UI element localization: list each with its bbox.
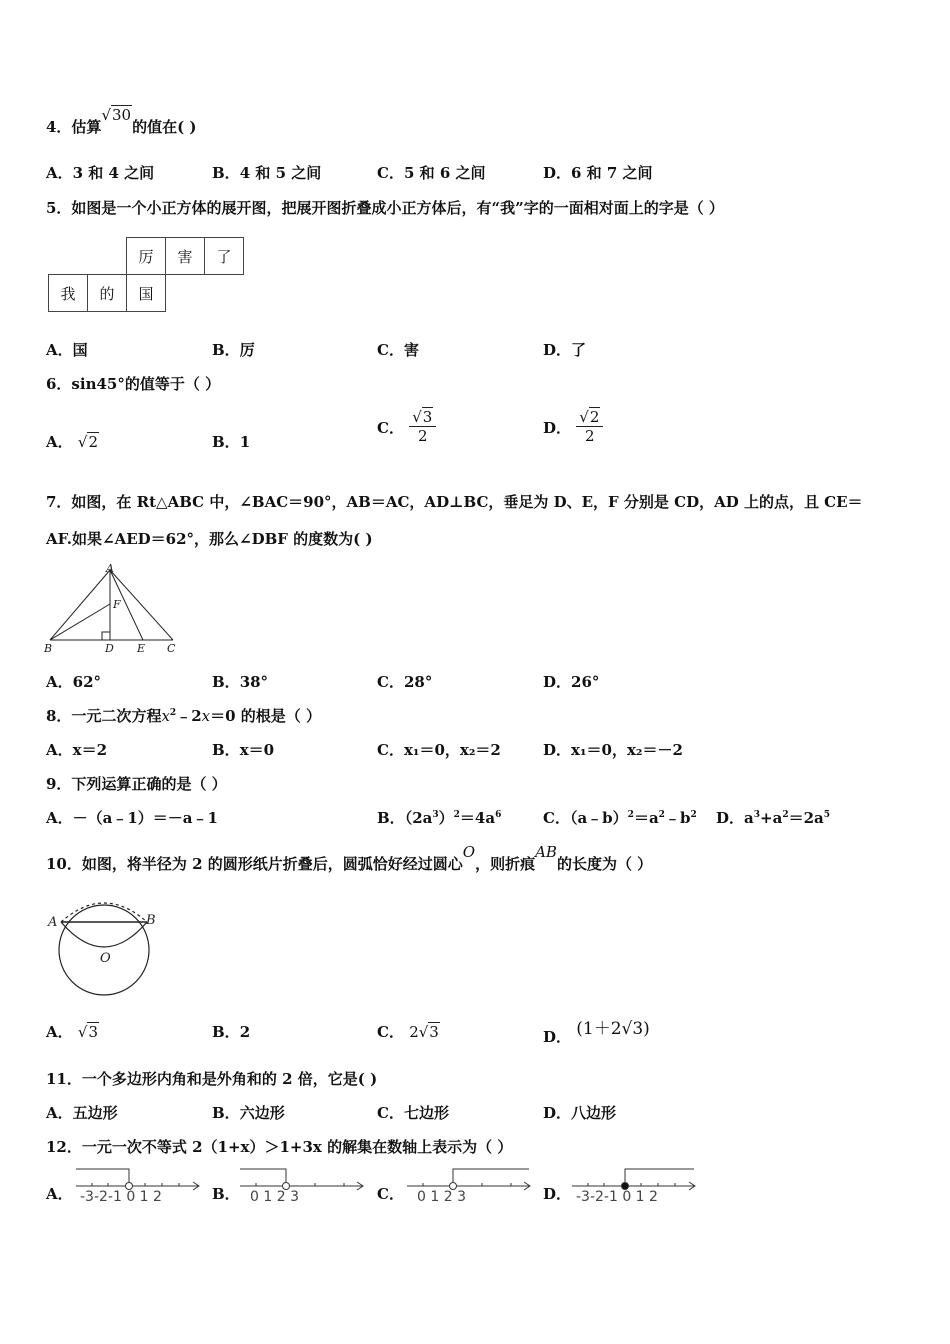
q12-option-c-label: C． xyxy=(377,1185,404,1203)
q7-option-a[interactable]: A．62° xyxy=(46,673,102,691)
q8-option-d[interactable]: D．x₁＝0，x₂＝－2 xyxy=(543,741,683,759)
net-cell: 厉 xyxy=(127,238,166,275)
q6-option-c[interactable]: C． $\frac{√3}{2}$ xyxy=(377,408,436,445)
label-e: E xyxy=(137,642,146,654)
label-a: A xyxy=(48,915,58,930)
net-cell: 害 xyxy=(166,238,205,275)
q4-option-a[interactable]: A．3 和 4 之间 xyxy=(46,164,155,182)
q5-option-c[interactable]: C．害 xyxy=(377,341,419,359)
q10-option-b[interactable]: B．2 xyxy=(212,1023,251,1041)
question-9-stem: 9．下列运算正确的是（ ） xyxy=(46,775,227,793)
q12-option-c[interactable] xyxy=(403,1166,537,1206)
label-b: B xyxy=(44,642,53,654)
label-b: B xyxy=(146,913,156,928)
q12-option-a[interactable] xyxy=(72,1166,206,1206)
segment-bf xyxy=(50,604,110,640)
q5-option-d[interactable]: D．了 xyxy=(543,341,587,359)
net-cell: 了 xyxy=(205,238,244,275)
q4-option-d[interactable]: D．6 和 7 之间 xyxy=(543,164,653,182)
circle xyxy=(59,905,149,995)
svg-text:0 1 2 3: 0 1 2 3 xyxy=(417,1189,466,1205)
q10-option-d[interactable]: D． (1＋2√3) xyxy=(543,1019,650,1046)
svg-text:0 1 2 3: 0 1 2 3 xyxy=(250,1189,299,1205)
q8-option-a[interactable]: A．x＝2 xyxy=(46,741,108,759)
q8-option-b[interactable]: B．x＝0 xyxy=(212,741,275,759)
right-angle-mark xyxy=(102,632,110,640)
net-cell: 国 xyxy=(127,275,166,312)
q9-option-c[interactable]: C．$(a﹣b)^2=a^2﹣b^2$ xyxy=(543,809,697,827)
q6-option-a[interactable]: A． √2 xyxy=(46,433,98,451)
q9-option-a[interactable]: A．－（a﹣1）＝－a﹣1 xyxy=(46,809,218,827)
cube-net-figure xyxy=(48,237,244,312)
q5-option-b[interactable]: B．厉 xyxy=(212,341,255,359)
q10-option-a[interactable]: A． √3 xyxy=(46,1023,98,1041)
q11-option-d[interactable]: D．八边形 xyxy=(543,1104,617,1122)
q6-option-d[interactable]: D． $\frac{√2}{2}$ xyxy=(543,408,603,445)
question-12-stem: 12．一元一次不等式 2（1+x）＞1+3x 的解集在数轴上表示为（ ） xyxy=(46,1138,513,1156)
q5-option-a[interactable]: A．国 xyxy=(46,341,88,359)
label-a: A xyxy=(106,562,114,575)
net-cell: 我 xyxy=(49,275,88,312)
question-6-stem: 6．sin45°的值等于（ ） xyxy=(46,375,221,393)
svg-text:-3-2-1 0 1 2: -3-2-1 0 1 2 xyxy=(576,1189,658,1205)
q12-option-d-label: D． xyxy=(543,1185,572,1203)
q8-option-c[interactable]: C．x₁＝0，x₂＝2 xyxy=(377,741,501,759)
question-7-stem-line1: 7．如图，在 Rt△ABC 中，∠BAC＝90°，AB＝AC，AD⊥BC，垂足为 D、E，F 分别是 CD，AD 上的点，且 CE＝ xyxy=(46,493,863,511)
question-5-stem: 5．如图是一个小正方体的展开图，把展开图折叠成小正方体后，有“我”字的一面相对面上的字是（ ） xyxy=(46,199,724,217)
q7-option-c[interactable]: C．28° xyxy=(377,673,433,691)
q4-option-b[interactable]: B．4 和 5 之间 xyxy=(212,164,322,182)
q11-option-b[interactable]: B．六边形 xyxy=(212,1104,285,1122)
q11-option-a[interactable]: A．五边形 xyxy=(46,1104,118,1122)
q11-option-c[interactable]: C．七边形 xyxy=(377,1104,449,1122)
triangle-figure xyxy=(40,562,190,654)
q12-option-b[interactable] xyxy=(236,1166,370,1206)
q9-option-b[interactable]: B．$(2a^3)^2=4a^6$ xyxy=(377,809,502,827)
q7-option-d[interactable]: D．26° xyxy=(543,673,600,691)
label-c: C xyxy=(167,642,176,654)
net-cell: 的 xyxy=(88,275,127,312)
question-4-stem: 4．估算√30的值在( ) xyxy=(46,106,197,136)
label-o: O xyxy=(100,951,111,966)
circle-fold-figure xyxy=(46,902,166,998)
question-7-stem-line2: AF.如果∠AED＝62°，那么∠DBF 的度数为( ) xyxy=(46,530,373,548)
q12-option-d[interactable] xyxy=(568,1166,702,1206)
question-11-stem: 11．一个多边形内角和是外角和的 2 倍，它是( ) xyxy=(46,1070,378,1088)
q10-option-c[interactable]: C． 2√3 xyxy=(377,1023,439,1041)
q9-option-d[interactable]: D．$a^3+a^2=2a^5$ xyxy=(716,809,831,827)
q4-option-c[interactable]: C．5 和 6 之间 xyxy=(377,164,486,182)
q12-option-b-label: B． xyxy=(212,1185,240,1203)
q12-option-a-label: A． xyxy=(46,1185,73,1203)
svg-text:-3-2-1 0 1 2: -3-2-1 0 1 2 xyxy=(80,1189,162,1205)
q6-option-b[interactable]: B．1 xyxy=(212,433,251,451)
question-10-stem: 10．如图，将半径为 2 的圆形纸片折叠后，圆弧恰好经过圆心O，则折痕AB的长度为（ ） xyxy=(46,843,653,873)
folded-arc xyxy=(61,922,147,947)
question-8-stem: 8．一元二次方程$x^2﹣2x=0$ 的根是（ ） xyxy=(46,707,321,725)
label-d: D xyxy=(105,642,114,654)
label-f: F xyxy=(113,598,121,611)
dashed-arc xyxy=(61,903,147,922)
segment-ab xyxy=(50,570,110,640)
q7-option-b[interactable]: B．38° xyxy=(212,673,269,691)
